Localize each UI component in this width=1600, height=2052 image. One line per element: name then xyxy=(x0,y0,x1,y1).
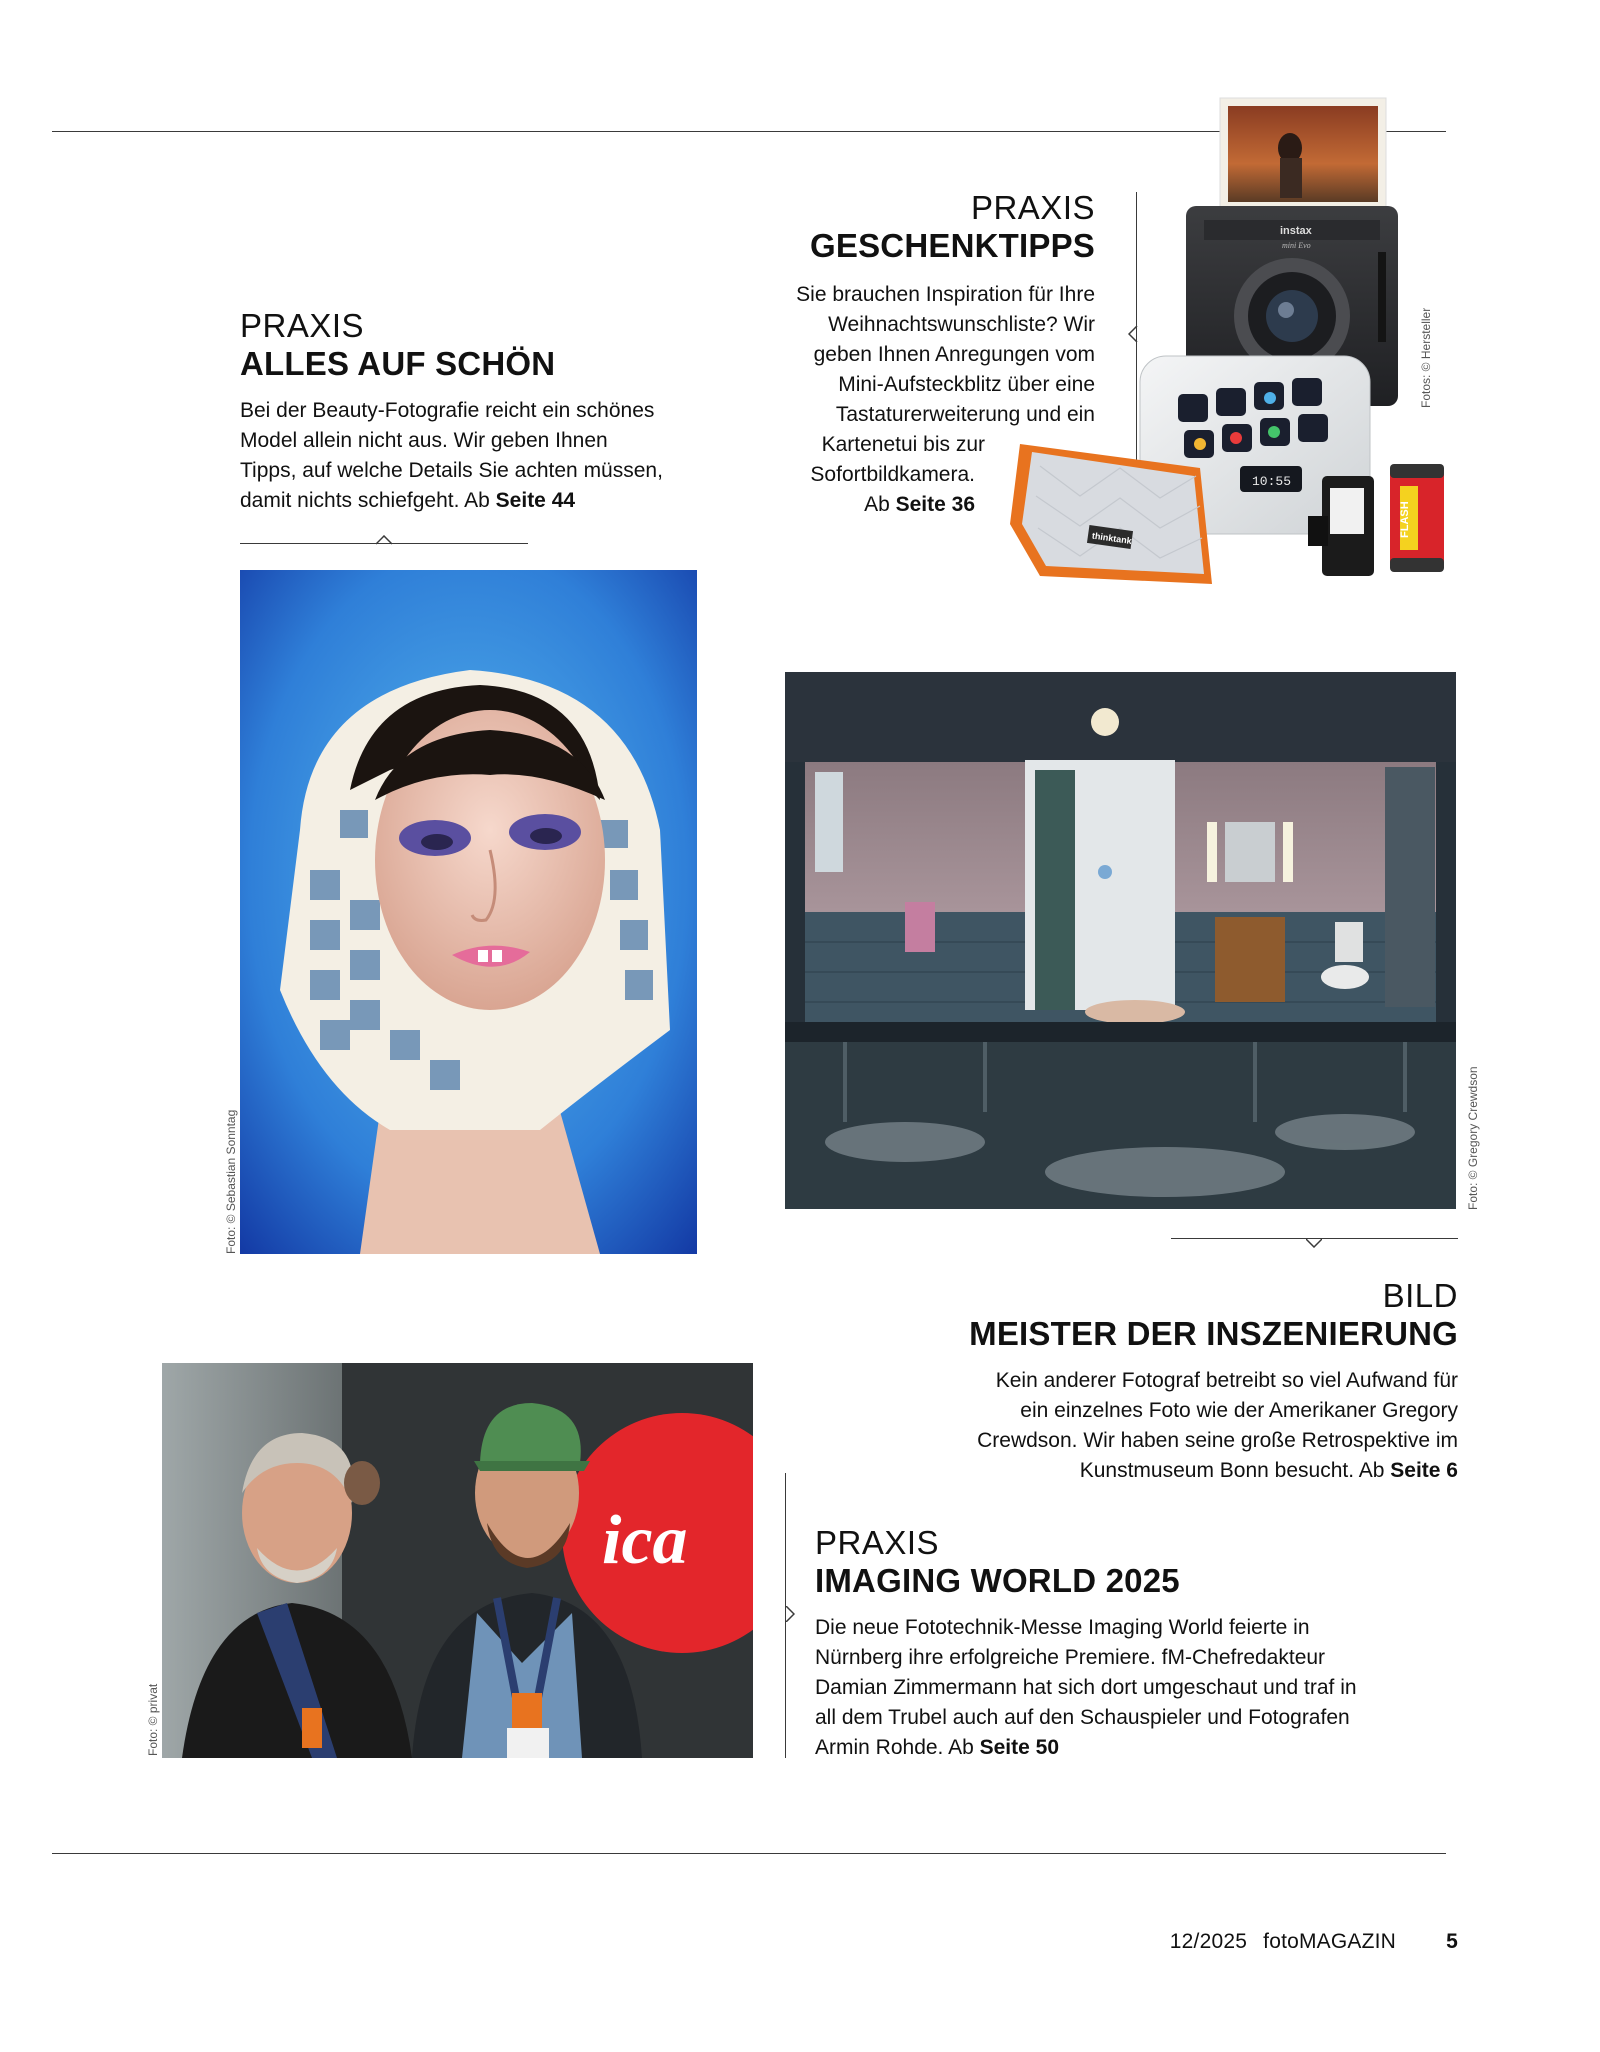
article-title: MEISTER DER INSZENIERUNG xyxy=(969,1315,1458,1353)
teaser-line: Kein anderer Fotograf betreibt so viel Aufwand für xyxy=(995,1368,1458,1392)
article-inszenierung xyxy=(898,1278,1458,1486)
deck-time-text: 10:55 xyxy=(1252,474,1292,489)
bottom-rule xyxy=(52,1853,1446,1854)
issue-number: 12/2025 xyxy=(1169,1930,1248,1953)
category-label: PRAXIS xyxy=(815,1524,940,1561)
page-reference-number[interactable]: Seite 50 xyxy=(979,1735,1059,1759)
camera-model-text: mini Evo xyxy=(1282,241,1311,250)
teaser-line: Tastaturerweiterung und ein xyxy=(835,402,1095,426)
pointer-notch xyxy=(376,535,392,545)
teaser-line: Crewdson. Wir haben seine große Retrospektive im xyxy=(977,1428,1458,1452)
page-reference[interactable]: Kunstmuseum Bonn besucht. Ab Seite 6 xyxy=(1079,1458,1458,1482)
teaser-line: Kartenetui bis zur xyxy=(821,432,985,456)
article-title: IMAGING WORLD 2025 xyxy=(815,1562,1180,1600)
teaser-line: geben Ihnen Anregungen vom xyxy=(813,342,1095,366)
teaser-line: Bei der Beauty-Fotografie reicht ein schönes xyxy=(240,398,655,422)
article-title: GESCHENKTIPPS xyxy=(810,227,1095,265)
category-label: BILD xyxy=(1382,1277,1458,1314)
article-imaging xyxy=(815,1525,1415,1763)
imaging-world-photo-illustration xyxy=(162,1363,753,1758)
teaser-line: Model allein nicht aus. Wir geben Ihnen xyxy=(240,428,608,452)
article-schoen xyxy=(240,308,720,516)
page-reference[interactable]: damit nichts schiefgeht. Ab Seite 44 xyxy=(240,488,576,512)
crewdson-photo xyxy=(785,672,1456,1209)
crewdson-photo-illustration xyxy=(785,672,1456,1209)
category-label: PRAXIS xyxy=(970,189,1095,226)
teaser-line: Damian Zimmermann hat sich dort umgeschaut und traf in xyxy=(815,1675,1357,1699)
page-reference-number[interactable]: Seite 44 xyxy=(495,488,576,512)
teaser-line: Sie brauchen Inspiration für Ihre xyxy=(796,282,1095,306)
article-teaser xyxy=(815,1613,1415,1763)
photo-credit: Foto: © privat xyxy=(146,1683,160,1756)
category-label: PRAXIS xyxy=(240,307,365,344)
page-number: 5 xyxy=(1446,1930,1458,1953)
page-reference[interactable]: Armin Rohde. Ab Seite 50 xyxy=(815,1735,1059,1759)
teaser-line: Sofortbildkamera. xyxy=(810,462,975,486)
magazine-name: fotoMAGAZIN xyxy=(1263,1930,1397,1953)
teaser-line: ein einzelnes Foto wie der Amerikaner Gregory xyxy=(1020,1398,1458,1422)
page-reference[interactable]: Ab Seite 36 xyxy=(864,492,975,516)
pointer-notch xyxy=(785,1606,795,1622)
article-teaser xyxy=(898,1366,1458,1486)
booth-sign-text: ica xyxy=(602,1502,688,1579)
teaser-line: Tipps, auf welche Details Sie achten müssen, xyxy=(240,458,663,482)
imaging-world-photo xyxy=(162,1363,753,1758)
teaser-line: Die neue Fototechnik-Messe Imaging World feierte in xyxy=(815,1615,1310,1639)
film-brand-text: FLASH xyxy=(1399,501,1411,538)
article-teaser xyxy=(240,396,720,516)
pointer-notch xyxy=(1306,1238,1322,1248)
products-collage xyxy=(990,96,1460,616)
page-footer xyxy=(1170,1930,1458,1954)
photo-credit: Foto: © Sebastian Sonntag xyxy=(224,1109,238,1254)
beauty-photo-illustration xyxy=(240,570,697,1254)
teaser-line: all dem Trubel auch auf den Schauspieler und Fotografen xyxy=(815,1705,1350,1729)
teaser-line: Weihnachtswunschliste? Wir xyxy=(828,312,1095,336)
photo-credit: Fotos: © Hersteller xyxy=(1419,307,1433,408)
beauty-photo xyxy=(240,570,697,1254)
photo-credit: Foto: © Gregory Crewdson xyxy=(1466,1066,1480,1210)
article-title: ALLES AUF SCHÖN xyxy=(240,345,556,383)
page-reference-number[interactable]: Seite 6 xyxy=(1390,1458,1458,1482)
wallet-brand-text: thinktank xyxy=(1091,530,1133,547)
teaser-line: Nürnberg ihre erfolgreiche Premiere. fM-Chefredakteur xyxy=(815,1645,1326,1669)
camera-brand-text: instax xyxy=(1280,225,1312,237)
teaser-line: Mini-Aufsteckblitz über eine xyxy=(838,372,1095,396)
page-reference-number[interactable]: Seite 36 xyxy=(895,492,975,516)
